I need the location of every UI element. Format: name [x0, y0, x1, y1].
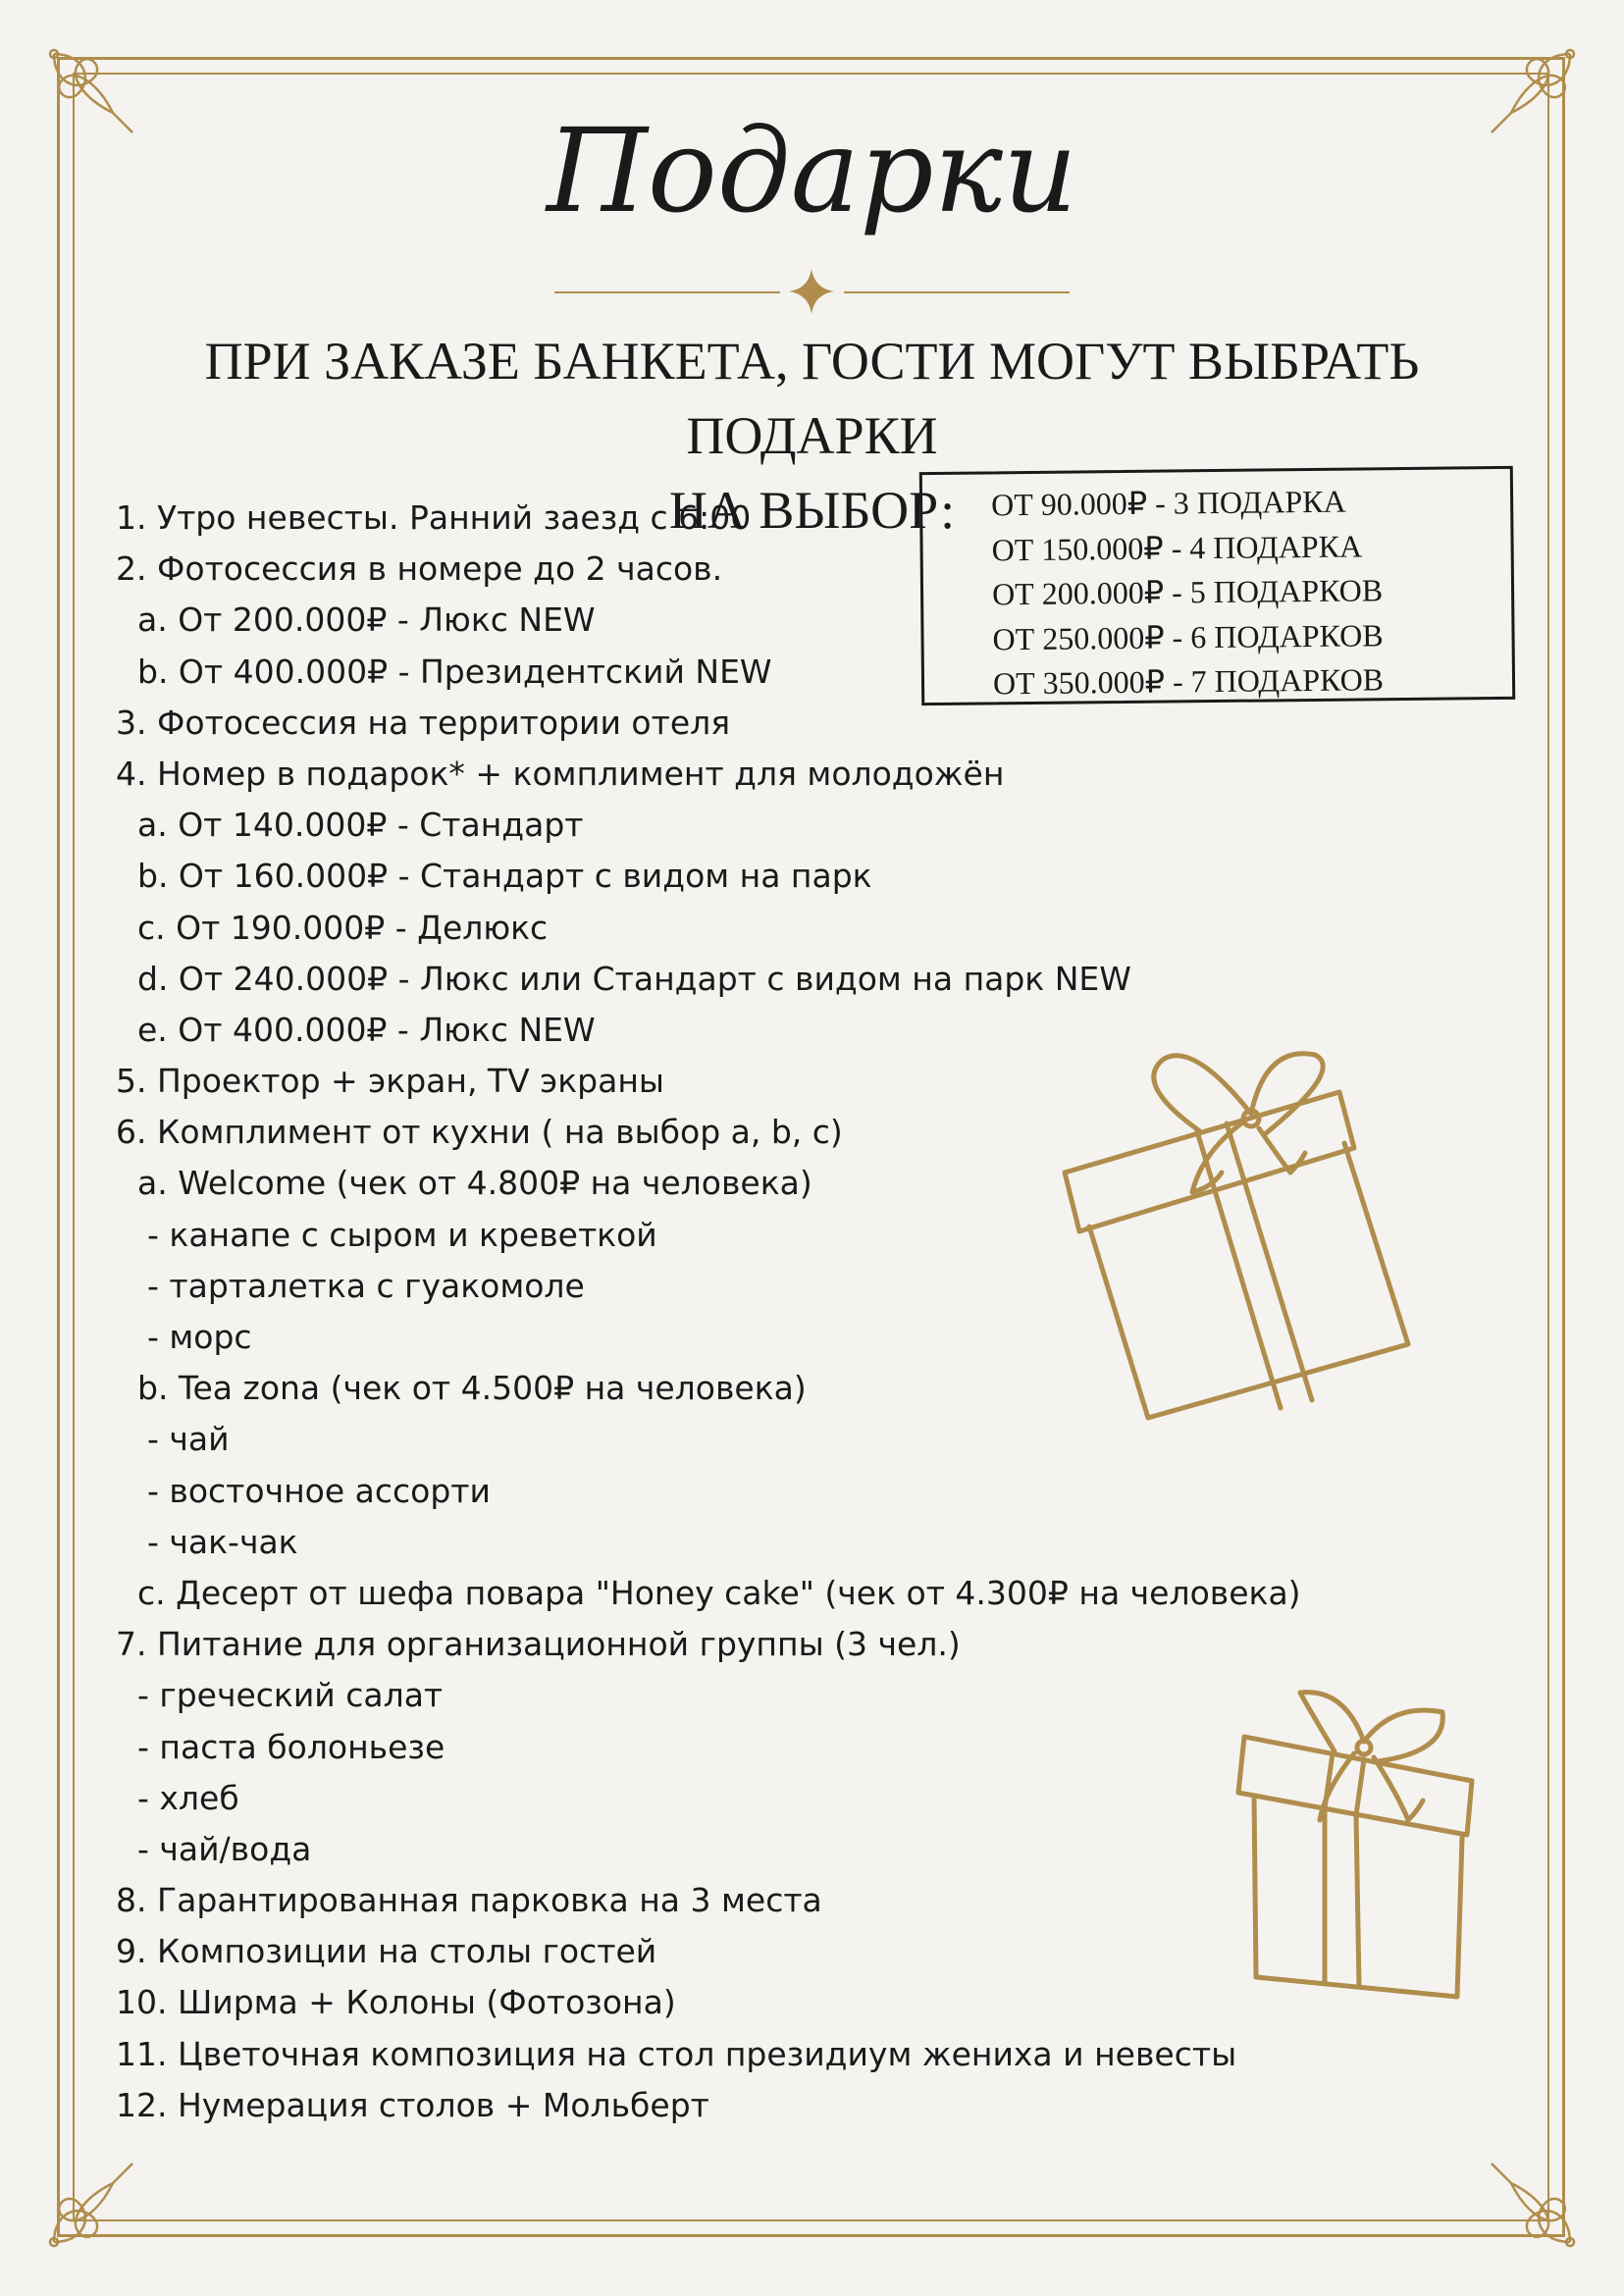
price-tier: ОТ 350.000₽ - 7 ПОДАРКОВ	[992, 661, 1385, 702]
price-tier: ОТ 150.000₽ - 4 ПОДАРКА	[991, 527, 1363, 567]
subtitle-line-1: ПРИ ЗАКАЗЕ БАНКЕТА, ГОСТИ МОГУТ ВЫБРАТЬ ПОДАРКИ	[204, 332, 1420, 465]
list-item: a. От 200.000₽ - Люкс NEW	[137, 600, 596, 640]
subtitle-line-2: НА ВЫБОР:	[668, 481, 956, 540]
gift-box-icon	[1055, 1025, 1428, 1428]
list-item: 2. Фотосессия в номере до 2 часов.	[116, 549, 723, 589]
list-item: 11. Цветочная композиция на стол президиум жениха и невесты	[116, 2034, 1237, 2073]
page-title: Подарки	[546, 103, 1078, 238]
list-item: - морс	[147, 1318, 252, 1356]
list-item: - чай	[147, 1420, 230, 1459]
list-item: b. Tea zona (чек от 4.500₽ на человека)	[137, 1369, 807, 1408]
list-item: - восточное ассорти	[147, 1471, 491, 1510]
list-item: 6. Комплимент от кухни ( на выбор a, b, c)	[116, 1113, 843, 1152]
list-item: - тарталетка с гуакомоле	[147, 1266, 585, 1305]
list-item: c. Десерт от шефа повара "Honey cake" (чек от 4.300₽ на человека)	[137, 1573, 1301, 1612]
divider-line-right	[844, 291, 1070, 293]
divider-line-left	[554, 291, 780, 293]
list-item: 12. Нумерация столов + Мольберт	[116, 2085, 709, 2124]
list-item: 7. Питание для организационной группы (3 чел.)	[116, 1625, 961, 1664]
list-item: a. От 140.000₽ - Стандарт	[137, 806, 584, 845]
list-item: 4. Номер в подарок* + комплимент для молодожён	[116, 754, 1005, 793]
list-item: - греческий салат	[137, 1676, 444, 1715]
list-item: b. От 400.000₽ - Президентский NEW	[137, 652, 772, 691]
list-item: d. От 240.000₽ - Люкс или Стандарт с видом на парк NEW	[137, 959, 1131, 998]
list-item: - канапе с сыром и креветкой	[147, 1215, 657, 1254]
corner-ornament-icon	[1467, 2139, 1585, 2257]
list-item: 8. Гарантированная парковка на 3 места	[116, 1881, 822, 1920]
gift-box-icon	[1227, 1683, 1482, 2007]
list-item: - чай/вода	[137, 1829, 312, 1868]
list-item: a. Welcome (чек от 4.800₽ на человека)	[137, 1164, 812, 1203]
list-item: - чак-чак	[147, 1522, 298, 1561]
list-item: 5. Проектор + экран, TV экраны	[116, 1062, 664, 1101]
list-item: 1. Утро невесты. Ранний заезд с 6:00	[116, 498, 752, 537]
list-item: - хлеб	[137, 1778, 239, 1817]
list-item: 10. Ширма + Колоны (Фотозона)	[116, 1983, 676, 2022]
price-tier: ОТ 90.000₽ - 3 ПОДАРКА	[990, 483, 1346, 523]
list-item: e. От 400.000₽ - Люкс NEW	[137, 1010, 596, 1049]
corner-ornament-icon	[39, 2139, 157, 2257]
list-item: c. От 190.000₽ - Делюкс	[137, 908, 549, 947]
price-tier: ОТ 250.000₽ - 6 ПОДАРКОВ	[992, 616, 1384, 656]
list-item: - паста болоньезе	[137, 1727, 445, 1766]
list-item: 9. Композиции на столы гостей	[116, 1932, 657, 1971]
list-item: 3. Фотосессия на территории отеля	[116, 703, 731, 742]
sparkle-icon	[787, 267, 836, 316]
list-item: b. От 160.000₽ - Стандарт с видом на парк	[137, 857, 872, 896]
price-tier: ОТ 200.000₽ - 5 ПОДАРКОВ	[991, 572, 1384, 612]
